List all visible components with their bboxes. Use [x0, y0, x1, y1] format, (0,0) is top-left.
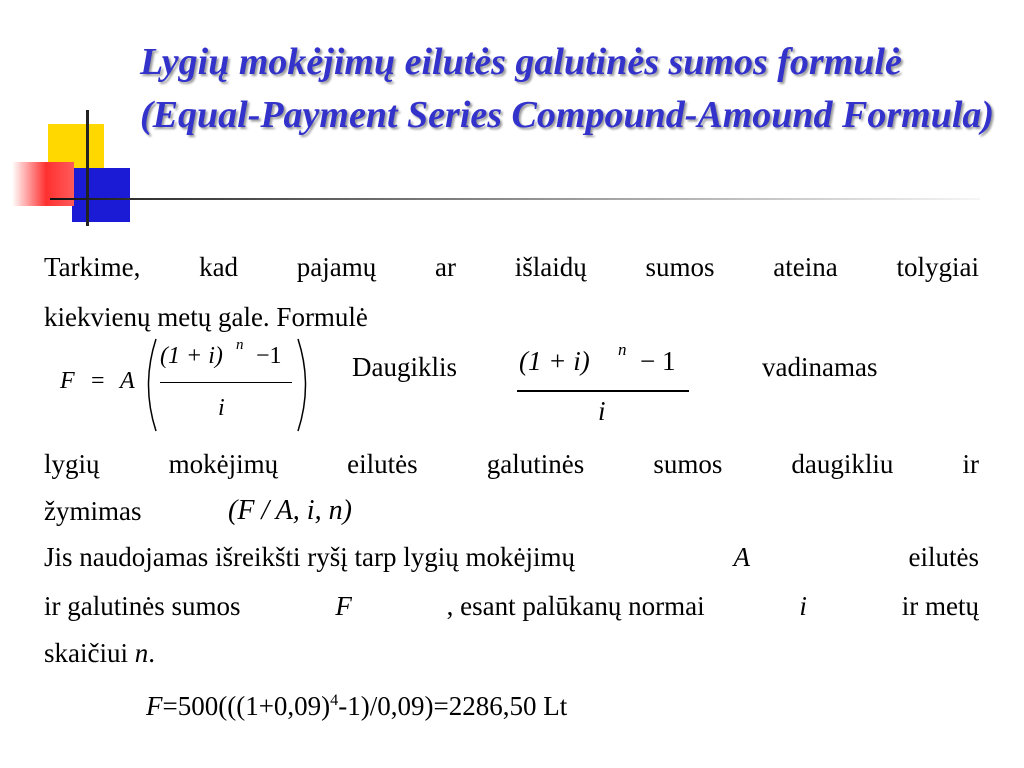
- example-before-exp: =500(((1+0,09): [162, 691, 331, 721]
- para3-line3-var: n: [134, 638, 149, 668]
- formula-right-paren: [294, 337, 316, 433]
- para1-line2: kiekvienų metų gale. Formulė: [44, 302, 368, 332]
- para3-line2-var1: F: [335, 591, 352, 621]
- example-exp: 4: [330, 691, 339, 709]
- para3-line1-text-b: eilutės: [908, 542, 979, 572]
- factor-num-base: (1 + i): [519, 346, 590, 376]
- para3-line1: [44, 540, 979, 574]
- example-var: F: [146, 691, 163, 721]
- example-after-exp: -1)/0,09)=2286,50 Lt: [338, 691, 568, 721]
- para3-line1-var: A: [733, 542, 750, 572]
- para3-line3: [44, 636, 979, 670]
- formula-coef: A: [120, 368, 135, 394]
- title-underline: [50, 198, 980, 200]
- factor-num-tail: − 1: [640, 346, 676, 376]
- formula-fraction-bar: [160, 382, 292, 383]
- para3-line1-text-a: Jis naudojamas išreikšti ryšį tarp lygių mokėjimų: [44, 542, 575, 572]
- para3-line2-text-b: , esant palūkanų normai: [446, 591, 705, 621]
- formula-den: i: [218, 395, 225, 421]
- slide-title: Lygių mokėjimų eilutės galutinės sumos formulė (Equal-Payment Series Compound-Amound Formula): [140, 41, 995, 136]
- para2-line2: žymimas: [44, 496, 142, 526]
- formula-left-paren: [138, 337, 160, 433]
- para1-line1: Tarkime, kad pajamų ar išlaidų sumos ateina tolygiai: [44, 252, 979, 282]
- decor-vertical-line: [86, 110, 89, 226]
- main-formula: [58, 335, 328, 435]
- daugiklis-label: Daugiklis: [352, 352, 457, 382]
- para3-line2-text-c: ir metų: [901, 591, 979, 621]
- formula-num-tail: −1: [256, 343, 282, 369]
- decor-blue-square: [72, 168, 130, 222]
- para3-line2-var2: i: [799, 591, 807, 621]
- vadinamas-label: vadinamas: [762, 352, 878, 382]
- factor-fraction-bar: [517, 390, 689, 392]
- factor-den: i: [598, 396, 606, 426]
- notation: (F / A, i, n): [228, 495, 352, 526]
- formula-num-exp: n: [236, 337, 244, 353]
- para3-line3-text-a: skaičiui: [44, 638, 128, 668]
- example-calculation: [146, 683, 846, 723]
- formula-num-base: (1 + i): [160, 343, 223, 369]
- para3-line3-text-b: .: [148, 638, 155, 668]
- para3-line2-text-a: ir galutinės sumos: [44, 591, 241, 621]
- para3-line2: [44, 589, 979, 623]
- formula-lhs: F: [60, 368, 75, 394]
- factor-num-exp: n: [618, 340, 627, 359]
- para2-line1: lygių mokėjimų eilutės galutinės sumos daugikliu ir: [44, 449, 979, 479]
- factor-formula: [515, 338, 695, 434]
- formula-equals: =: [91, 368, 105, 394]
